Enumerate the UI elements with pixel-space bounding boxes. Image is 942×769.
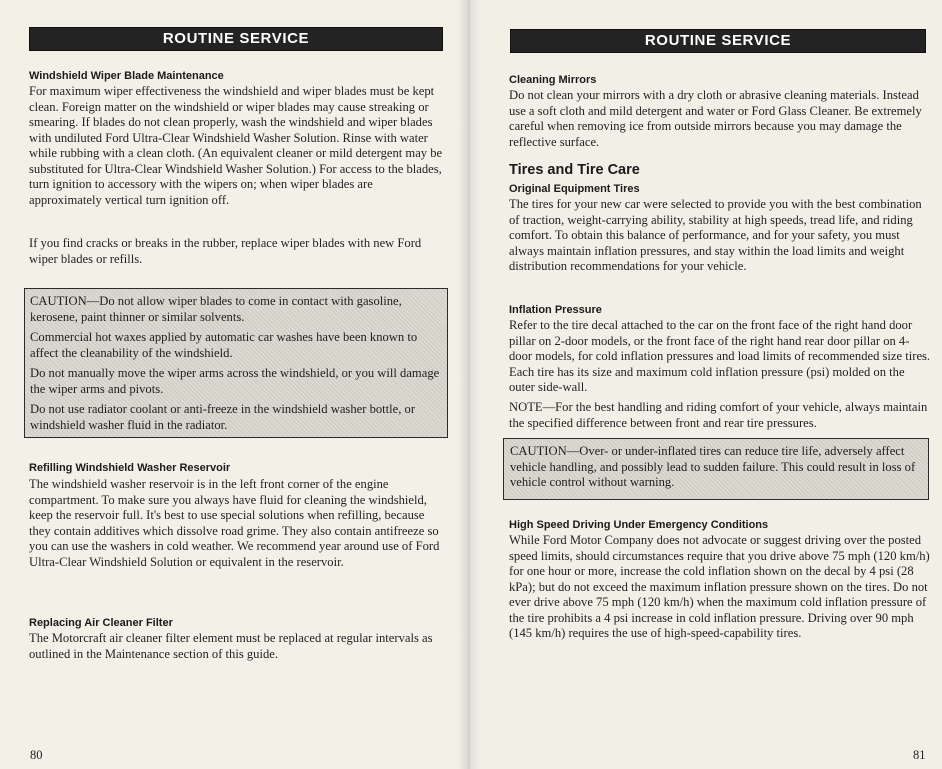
tires-heading: Tires and Tire Care [509,162,640,178]
caution-hot-waxes: Commercial hot waxes applied by automatic car washes have been known to affect the cleanability of the windshield. [30,330,418,360]
mirrors-paragraph: Do not clean your mirrors with a dry cloth or abrasive cleaning materials. Instead use a soft cloth and mild detergent and water or Ford Glass Cleaner. Be extremely careful when removing ice from outside mirrors because you may damage the reflective surface. [509,88,922,149]
high-speed-paragraph: While Ford Motor Company does not advocate or suggest driving over the posted speed limits, should circumstances require that you drive above 75 mph (120 km/h) for one hour or more, increase the cold inflation shown on the decal by 4 psi (28 kPa); but do not exceed the maximum inflation pressure shown on the tires. Do not ever drive above 75 mph (120 km/h) when the maximum cold inflation pressure of the tire prohibits a 4 psi increase in cold inflation pressure. Driving over 90 mph (145 km/h) requires the use of high-speed-capability tires. [509,533,930,640]
left-page-header: ROUTINE SERVICE [29,27,443,51]
caution-coolant: Do not use radiator coolant or anti-freeze in the windshield washer bottle, or windshield washer fluid in the radiator. [30,402,416,432]
right-page-header: ROUTINE SERVICE [510,29,926,53]
book-gutter [458,0,480,769]
air-cleaner-heading: Replacing Air Cleaner Filter [29,617,173,629]
wiper-caution-box [24,288,448,438]
air-cleaner-paragraph: The Motorcraft air cleaner filter element must be replaced at regular intervals as outlined in the Maintenance section of this guide. [29,631,433,661]
tire-caution-box [503,438,929,500]
caution-wiper-arms: Do not manually move the wiper arms across the windshield, or you will damage the wiper arms and pivots. [30,366,440,396]
washer-paragraph: The windshield washer reservoir is in the left front corner of the engine compartment. To make sure you always have fluid for cleaning the windshield, keep the reservoir full. It's best to use special solutions when refilling, because they contain additives which dissolve road grime. They also contain antifreeze so you can use the washers in cold weather. We recommend year around use of Ford Ultra-Clear Windshield Solution or equivalent in the reservoir. [29,477,440,569]
inflation-heading: Inflation Pressure [509,304,602,316]
left-page [0,0,468,769]
caution-inflation: CAUTION—Over- or under-inflated tires can reduce tire life, adversely affect vehicle handling, and possibly lead to sudden failure. This could result in loss of vehicle control without warning. [510,444,916,489]
page-number-right: 81 [913,748,926,762]
right-page [468,0,942,769]
inflation-paragraph: Refer to the tire decal attached to the car on the front face of the right hand door pillar on 2-door models, or the front face of the right hand rear door pillar on 4-door models, for cold inflation pressures and load limits of recommended size tires. Each tire has its size and maximum cold inflation pressure (psi) molded on the outer side-wall. [509,318,931,394]
page-number-left: 80 [30,748,43,762]
wiper-paragraph-1: For maximum wiper effectiveness the windshield and wiper blades must be kept clean. Foreign matter on the windshield or wiper blades may cause streaking or smearing. If blades do not clean properly, wash the windshield and wiper blades with undiluted Ford Ultra-Clear Windshield Washer Solution. Rinse with water while rubbing with a clean cloth. (An equivalent cleaner or mild detergent may be substituted for Ultra-Clear Windshield Washer Solution.) For access to the blades, turn ignition to accessory with the wipers on; when wiper blades are approximately vertical turn ignition off. [29,84,443,207]
mirrors-heading: Cleaning Mirrors [509,74,597,86]
original-tires-paragraph: The tires for your new car were selected to provide you with the best combination of traction, weight-carrying ability, stability at high speeds, tread life, and riding comfort. To obtain this balance of performance, and for your safety, you must always maintain inflation pressures, and stay within the load limits and weight distribution recommendations for your vehicle. [509,197,922,273]
washer-heading: Refilling Windshield Washer Reservoir [29,462,231,474]
inflation-note: NOTE—For the best handling and riding comfort of your vehicle, always maintain the specified difference between front and rear tire pressures. [509,400,928,430]
caution-solvents: CAUTION—Do not allow wiper blades to come in contact with gasoline, kerosene, paint thinner or similar solvents. [30,294,402,324]
high-speed-heading: High Speed Driving Under Emergency Conditions [509,519,769,531]
wiper-heading: Windshield Wiper Blade Maintenance [29,70,224,82]
original-tires-heading: Original Equipment Tires [509,183,640,195]
wiper-paragraph-2: If you find cracks or breaks in the rubber, replace wiper blades with new Ford wiper blades or refills. [29,236,422,266]
